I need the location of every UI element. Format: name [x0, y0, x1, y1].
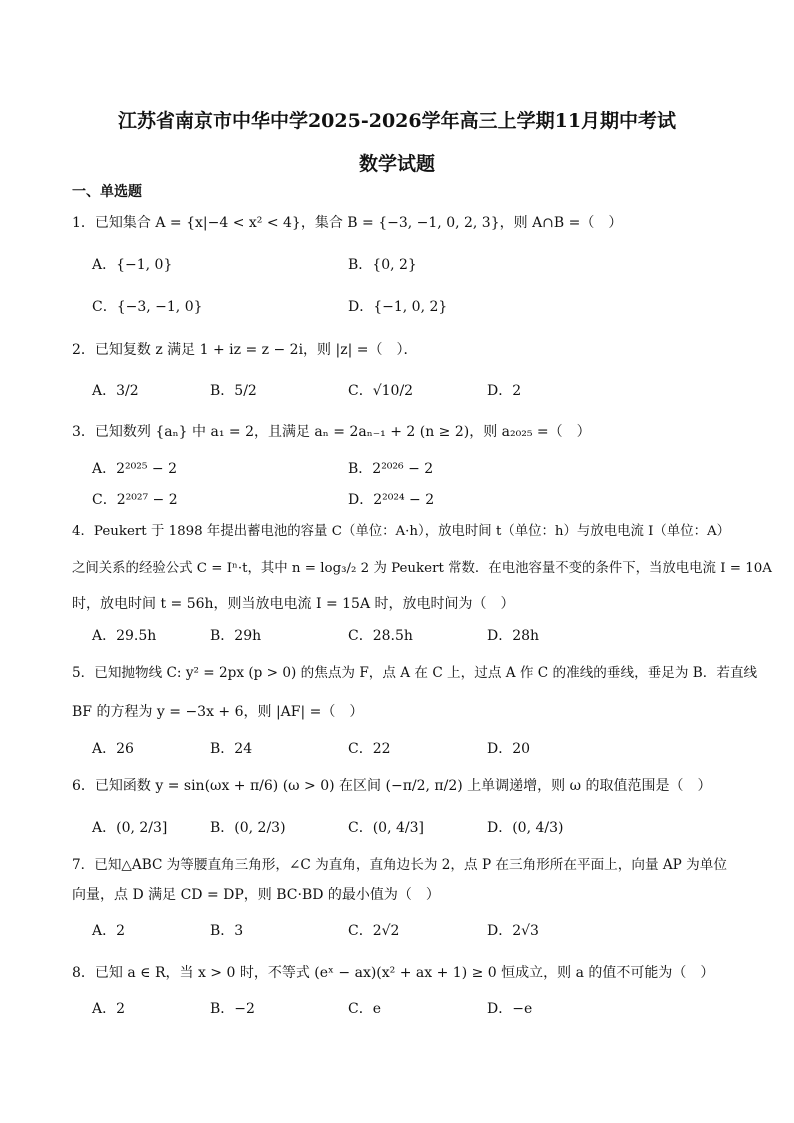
question-4-line-1: 4．Peukert 于 1898 年提出蓄电池的容量 C（单位：A·h），放电时间 t（单位：h）与放电电流 I（单位：A） — [72, 524, 731, 539]
question-6: 6．已知函数 y = sin(ωx + π/6) (ω > 0) 在区间 (−π/2, π/2) 上单调递增，则 ω 的取值范围是（ ） — [72, 778, 712, 794]
q2-option-a: A．3/2 — [92, 383, 139, 399]
q7-option-b: B．3 — [210, 923, 244, 939]
q8-option-a: A．2 — [92, 1001, 126, 1017]
q2-option-b: B．5/2 — [210, 383, 257, 399]
question-3: 3．已知数列 {aₙ} 中 a₁ = 2，且满足 aₙ = 2aₙ₋₁ + 2 (n ≥ 2)，则 a₂₀₂₅ =（ ） — [72, 424, 591, 440]
q4-option-b: B．29h — [210, 628, 262, 644]
q3-option-a: A．2²⁰²⁵ − 2 — [92, 461, 178, 477]
q7-option-d: D．2√3 — [487, 923, 539, 939]
question-5-line-1: 5．已知抛物线 C: y² = 2px (p > 0) 的焦点为 F，点 A 在 C 上，过点 A 作 C 的准线的垂线，垂足为 B．若直线 — [72, 665, 758, 681]
q2-option-c: C．√10/2 — [348, 383, 414, 399]
q3-option-b: B．2²⁰²⁶ − 2 — [348, 461, 434, 477]
question-7-line-2: 向量，点 D 满足 CD = DP，则 BC·BD 的最小值为（ ） — [72, 887, 440, 903]
q8-option-b: B．−2 — [210, 1001, 255, 1017]
q1-option-d: D．{−1, 0, 2} — [348, 299, 448, 315]
q8-option-c: C．e — [348, 1001, 381, 1017]
question-2: 2．已知复数 z 满足 1 + iz = z − 2i，则 |z| =（ ）． — [72, 342, 418, 358]
paper-subtitle: 数学试题 — [358, 153, 435, 175]
q3-option-c: C．2²⁰²⁷ − 2 — [92, 492, 178, 508]
q2-option-d: D．2 — [487, 383, 522, 399]
question-5-line-2: BF 的方程为 y = −3x + 6，则 |AF| =（ ） — [72, 704, 364, 720]
q1-option-b: B．{0, 2} — [348, 257, 417, 273]
q4-option-d: D．28h — [487, 628, 540, 644]
question-4-line-3: 时，放电时间 t = 56h，则当放电电流 I = 15A 时，放电时间为（ ） — [72, 596, 515, 612]
q4-option-a: A．29.5h — [92, 628, 157, 644]
q6-option-b: B．(0, 2/3) — [210, 820, 286, 836]
q6-option-a: A．(0, 2/3] — [92, 820, 168, 836]
question-7-line-1: 7．已知△ABC 为等腰直角三角形，∠C 为直角，直角边长为 2，点 P 在三角形所在平面上，向量 AP 为单位 — [72, 857, 727, 873]
q5-option-d: D．20 — [487, 741, 531, 757]
q6-option-c: C．(0, 4/3] — [348, 820, 424, 836]
question-4-line-2: 之间关系的经验公式 C = Iⁿ·t，其中 n = log₃/₂ 2 为 Peukert 常数．在电池容量不变的条件下，当放电电流 I = 10A — [72, 561, 772, 576]
question-8: 8．已知 a ∈ R，当 x > 0 时，不等式 (eˣ − ax)(x² + ax + 1) ≥ 0 恒成立，则 a 的值不可能为（ ） — [72, 965, 715, 981]
q5-option-a: A．26 — [92, 741, 134, 757]
q8-option-d: D．−e — [487, 1001, 533, 1017]
q1-option-a: A．{−1, 0} — [92, 257, 173, 273]
q4-option-c: C．28.5h — [348, 628, 413, 644]
section-heading: 一、单选题 — [72, 184, 142, 200]
q7-option-a: A．2 — [92, 923, 126, 939]
q5-option-b: B．24 — [210, 741, 253, 757]
question-1: 1．已知集合 A = {x|−4 < x² < 4}，集合 B = {−3, −1, 0, 2, 3}，则 A∩B =（ ） — [72, 215, 623, 231]
q3-option-d: D．2²⁰²⁴ − 2 — [348, 492, 435, 508]
paper-title: 江苏省南京市中华中学2025-2026学年高三上学期11月期中考试 — [117, 110, 677, 132]
q7-option-c: C．2√2 — [348, 923, 400, 939]
q5-option-c: C．22 — [348, 741, 391, 757]
q1-option-c: C．{−3, −1, 0} — [92, 299, 203, 315]
q6-option-d: D．(0, 4/3) — [487, 820, 564, 836]
